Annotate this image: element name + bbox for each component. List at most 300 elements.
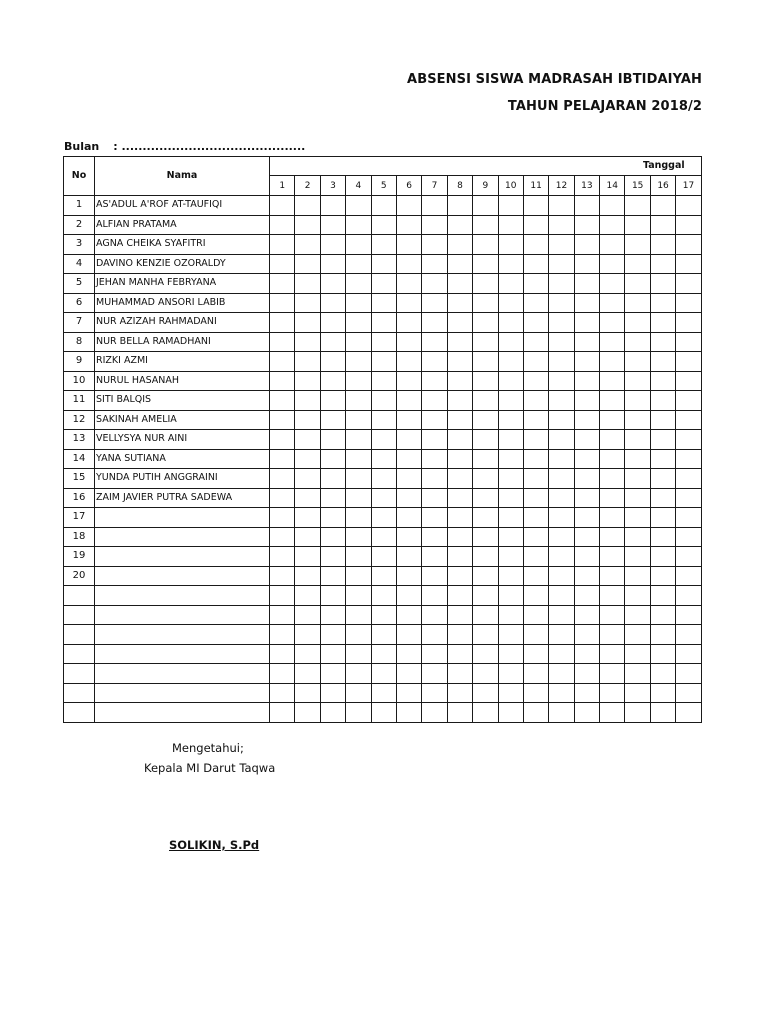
day-header-cell: 11 — [523, 176, 548, 196]
attendance-cell — [320, 293, 345, 313]
table-row — [64, 371, 702, 391]
attendance-cell — [371, 235, 396, 255]
attendance-cell — [600, 352, 625, 372]
attendance-cell — [270, 566, 295, 586]
student-name-cell — [95, 664, 270, 684]
attendance-cell — [498, 664, 523, 684]
attendance-cell — [549, 332, 574, 352]
attendance-cell — [574, 235, 599, 255]
attendance-cell — [650, 274, 675, 294]
attendance-cell — [650, 488, 675, 508]
attendance-cell — [447, 293, 472, 313]
attendance-cell — [295, 625, 320, 645]
attendance-cell — [523, 508, 548, 528]
attendance-cell — [523, 332, 548, 352]
attendance-cell — [295, 703, 320, 723]
document-subtitle: TAHUN PELAJARAN 2018/2 — [507, 99, 702, 114]
attendance-cell — [295, 586, 320, 606]
attendance-cell — [396, 293, 421, 313]
attendance-cell — [600, 254, 625, 274]
attendance-cell — [371, 566, 396, 586]
student-no-cell: 10 — [64, 371, 95, 391]
attendance-cell — [270, 196, 295, 216]
attendance-cell — [625, 410, 650, 430]
attendance-cell — [447, 449, 472, 469]
attendance-cell — [320, 566, 345, 586]
attendance-cell — [371, 527, 396, 547]
student-name-cell — [95, 644, 270, 664]
attendance-cell — [422, 508, 447, 528]
attendance-cell — [498, 703, 523, 723]
student-name-cell: SAKINAH AMELIA — [95, 410, 270, 430]
attendance-cell — [549, 488, 574, 508]
table-row — [64, 683, 702, 703]
attendance-cell — [676, 391, 701, 411]
attendance-cell — [523, 196, 548, 216]
attendance-cell — [625, 235, 650, 255]
attendance-cell — [498, 293, 523, 313]
attendance-cell — [422, 274, 447, 294]
attendance-cell — [600, 703, 625, 723]
day-header-cell: 7 — [422, 176, 447, 196]
attendance-cell — [600, 664, 625, 684]
attendance-cell — [447, 196, 472, 216]
attendance-cell — [295, 449, 320, 469]
attendance-cell — [447, 371, 472, 391]
student-name-cell: MUHAMMAD ANSORI LABIB — [95, 293, 270, 313]
attendance-cell — [320, 254, 345, 274]
day-header-cell: 13 — [574, 176, 599, 196]
table-row — [64, 527, 702, 547]
attendance-cell — [270, 508, 295, 528]
attendance-cell — [625, 274, 650, 294]
attendance-cell — [498, 215, 523, 235]
attendance-cell — [396, 215, 421, 235]
table-row — [64, 664, 702, 684]
attendance-cell — [676, 586, 701, 606]
attendance-cell — [320, 196, 345, 216]
attendance-cell — [447, 254, 472, 274]
attendance-cell — [600, 391, 625, 411]
attendance-table-body — [64, 157, 702, 723]
attendance-cell — [574, 547, 599, 567]
attendance-cell — [549, 566, 574, 586]
attendance-cell — [422, 293, 447, 313]
signature-position: Kepala MI Darut Taqwa — [144, 761, 276, 775]
table-row — [64, 488, 702, 508]
student-no-cell — [64, 644, 95, 664]
student-name-cell: NUR AZIZAH RAHMADANI — [95, 313, 270, 333]
attendance-cell — [498, 352, 523, 372]
day-header-cell: 3 — [320, 176, 345, 196]
student-name-cell: ALFIAN PRATAMA — [95, 215, 270, 235]
day-header-cell: 15 — [625, 176, 650, 196]
student-name-cell: AGNA CHEIKA SYAFITRI — [95, 235, 270, 255]
attendance-cell — [523, 547, 548, 567]
student-no-cell — [64, 586, 95, 606]
day-header-cell: 1 — [270, 176, 295, 196]
attendance-cell — [549, 391, 574, 411]
attendance-cell — [295, 293, 320, 313]
signature-acknowledged: Mengetahui; — [172, 741, 244, 755]
attendance-cell — [371, 332, 396, 352]
attendance-cell — [574, 644, 599, 664]
attendance-cell — [270, 215, 295, 235]
attendance-cell — [270, 313, 295, 333]
attendance-cell — [523, 313, 548, 333]
attendance-cell — [676, 410, 701, 430]
table-row — [64, 430, 702, 450]
attendance-cell — [396, 410, 421, 430]
attendance-cell — [625, 547, 650, 567]
student-no-cell: 13 — [64, 430, 95, 450]
student-no-cell — [64, 683, 95, 703]
attendance-cell — [422, 644, 447, 664]
attendance-cell — [549, 625, 574, 645]
day-header-cell: 6 — [396, 176, 421, 196]
day-header-cell: 5 — [371, 176, 396, 196]
attendance-cell — [346, 430, 371, 450]
attendance-cell — [396, 527, 421, 547]
attendance-cell — [523, 625, 548, 645]
attendance-cell — [523, 371, 548, 391]
table-row — [64, 605, 702, 625]
attendance-cell — [447, 313, 472, 333]
attendance-cell — [320, 235, 345, 255]
attendance-cell — [346, 508, 371, 528]
column-header-tanggal: Tanggal — [270, 157, 702, 176]
attendance-cell — [549, 508, 574, 528]
attendance-cell — [371, 449, 396, 469]
attendance-cell — [396, 371, 421, 391]
student-name-cell — [95, 703, 270, 723]
attendance-cell — [473, 391, 498, 411]
table-row — [64, 293, 702, 313]
attendance-cell — [600, 332, 625, 352]
attendance-cell — [447, 274, 472, 294]
attendance-cell — [676, 625, 701, 645]
header-row-top — [64, 157, 702, 176]
attendance-cell — [676, 488, 701, 508]
attendance-cell — [371, 508, 396, 528]
day-header-cell: 8 — [447, 176, 472, 196]
student-no-cell: 7 — [64, 313, 95, 333]
attendance-cell — [549, 605, 574, 625]
attendance-cell — [625, 469, 650, 489]
day-header-cell: 9 — [473, 176, 498, 196]
attendance-cell — [371, 644, 396, 664]
attendance-cell — [574, 293, 599, 313]
attendance-cell — [396, 664, 421, 684]
attendance-cell — [625, 313, 650, 333]
attendance-cell — [396, 196, 421, 216]
attendance-cell — [396, 488, 421, 508]
attendance-cell — [600, 469, 625, 489]
attendance-cell — [422, 391, 447, 411]
attendance-cell — [549, 683, 574, 703]
attendance-cell — [600, 274, 625, 294]
attendance-cell — [676, 352, 701, 372]
attendance-cell — [523, 527, 548, 547]
attendance-cell — [676, 664, 701, 684]
attendance-cell — [574, 391, 599, 411]
student-no-cell: 9 — [64, 352, 95, 372]
attendance-cell — [396, 449, 421, 469]
attendance-cell — [650, 371, 675, 391]
attendance-cell — [549, 469, 574, 489]
attendance-cell — [498, 196, 523, 216]
attendance-cell — [346, 605, 371, 625]
attendance-cell — [295, 469, 320, 489]
student-no-cell: 2 — [64, 215, 95, 235]
attendance-cell — [625, 683, 650, 703]
attendance-cell — [574, 430, 599, 450]
document-title: ABSENSI SISWA MADRASAH IBTIDAIYAH — [407, 72, 702, 87]
attendance-cell — [498, 488, 523, 508]
attendance-cell — [396, 625, 421, 645]
attendance-cell — [523, 293, 548, 313]
attendance-cell — [498, 235, 523, 255]
student-name-cell — [95, 625, 270, 645]
table-row — [64, 566, 702, 586]
attendance-cell — [422, 313, 447, 333]
attendance-cell — [600, 313, 625, 333]
attendance-cell — [422, 235, 447, 255]
attendance-cell — [270, 293, 295, 313]
attendance-cell — [625, 293, 650, 313]
attendance-cell — [473, 430, 498, 450]
attendance-cell — [422, 352, 447, 372]
attendance-cell — [295, 352, 320, 372]
attendance-cell — [422, 196, 447, 216]
attendance-cell — [600, 527, 625, 547]
attendance-cell — [371, 196, 396, 216]
attendance-cell — [574, 449, 599, 469]
attendance-cell — [498, 508, 523, 528]
attendance-cell — [473, 547, 498, 567]
student-name-cell: YANA SUTIANA — [95, 449, 270, 469]
attendance-cell — [676, 196, 701, 216]
attendance-cell — [346, 196, 371, 216]
student-no-cell: 11 — [64, 391, 95, 411]
attendance-cell — [320, 488, 345, 508]
attendance-cell — [422, 215, 447, 235]
student-name-cell — [95, 547, 270, 567]
attendance-cell — [650, 547, 675, 567]
attendance-cell — [346, 703, 371, 723]
attendance-cell — [676, 683, 701, 703]
attendance-cell — [270, 449, 295, 469]
attendance-cell — [371, 547, 396, 567]
attendance-cell — [447, 683, 472, 703]
attendance-cell — [650, 586, 675, 606]
attendance-cell — [270, 332, 295, 352]
student-name-cell — [95, 586, 270, 606]
attendance-cell — [422, 488, 447, 508]
attendance-cell — [422, 625, 447, 645]
attendance-cell — [549, 410, 574, 430]
attendance-cell — [346, 293, 371, 313]
attendance-cell — [473, 664, 498, 684]
attendance-cell — [320, 508, 345, 528]
attendance-cell — [295, 313, 320, 333]
column-header-nama: Nama — [95, 157, 270, 196]
attendance-cell — [396, 683, 421, 703]
attendance-cell — [371, 430, 396, 450]
attendance-cell — [498, 254, 523, 274]
attendance-cell — [523, 449, 548, 469]
attendance-cell — [549, 313, 574, 333]
attendance-table — [63, 156, 702, 723]
student-no-cell: 20 — [64, 566, 95, 586]
attendance-cell — [447, 605, 472, 625]
table-row — [64, 644, 702, 664]
attendance-cell — [270, 683, 295, 703]
attendance-cell — [295, 235, 320, 255]
attendance-cell — [574, 586, 599, 606]
attendance-cell — [574, 332, 599, 352]
attendance-cell — [422, 586, 447, 606]
attendance-cell — [295, 430, 320, 450]
attendance-cell — [549, 293, 574, 313]
attendance-cell — [498, 371, 523, 391]
attendance-cell — [625, 605, 650, 625]
day-header-cell: 14 — [600, 176, 625, 196]
attendance-cell — [346, 547, 371, 567]
attendance-cell — [625, 508, 650, 528]
bulan-value: : ............................................ — [113, 140, 306, 153]
attendance-cell — [473, 313, 498, 333]
attendance-cell — [600, 235, 625, 255]
attendance-cell — [498, 605, 523, 625]
attendance-cell — [320, 683, 345, 703]
attendance-cell — [270, 352, 295, 372]
attendance-cell — [600, 605, 625, 625]
attendance-cell — [371, 352, 396, 372]
attendance-cell — [295, 683, 320, 703]
attendance-cell — [396, 508, 421, 528]
student-name-cell — [95, 683, 270, 703]
attendance-cell — [396, 703, 421, 723]
attendance-cell — [625, 488, 650, 508]
attendance-cell — [371, 469, 396, 489]
attendance-cell — [371, 683, 396, 703]
attendance-cell — [650, 215, 675, 235]
attendance-cell — [396, 254, 421, 274]
attendance-cell — [447, 332, 472, 352]
attendance-cell — [473, 196, 498, 216]
attendance-cell — [295, 410, 320, 430]
attendance-cell — [498, 391, 523, 411]
attendance-cell — [320, 332, 345, 352]
student-name-cell: NURUL HASANAH — [95, 371, 270, 391]
student-no-cell — [64, 703, 95, 723]
attendance-cell — [346, 352, 371, 372]
attendance-cell — [371, 410, 396, 430]
attendance-cell — [346, 313, 371, 333]
attendance-cell — [422, 703, 447, 723]
attendance-cell — [320, 527, 345, 547]
attendance-cell — [447, 644, 472, 664]
attendance-cell — [422, 332, 447, 352]
student-name-cell: RIZKI AZMI — [95, 352, 270, 372]
attendance-cell — [346, 566, 371, 586]
attendance-cell — [473, 527, 498, 547]
attendance-cell — [447, 703, 472, 723]
attendance-cell — [346, 254, 371, 274]
attendance-cell — [625, 644, 650, 664]
column-header-no: No — [64, 157, 95, 196]
attendance-cell — [498, 332, 523, 352]
attendance-cell — [270, 547, 295, 567]
attendance-cell — [473, 703, 498, 723]
attendance-cell — [600, 644, 625, 664]
attendance-cell — [473, 683, 498, 703]
attendance-cell — [498, 625, 523, 645]
attendance-cell — [473, 352, 498, 372]
attendance-cell — [600, 430, 625, 450]
student-no-cell: 8 — [64, 332, 95, 352]
attendance-cell — [549, 703, 574, 723]
attendance-cell — [447, 508, 472, 528]
attendance-cell — [270, 703, 295, 723]
attendance-cell — [625, 196, 650, 216]
attendance-cell — [473, 293, 498, 313]
attendance-cell — [270, 391, 295, 411]
attendance-cell — [295, 215, 320, 235]
attendance-cell — [270, 371, 295, 391]
signature-name: SOLIKIN, S.Pd — [169, 838, 260, 852]
bulan-field — [64, 140, 305, 153]
attendance-cell — [473, 449, 498, 469]
attendance-cell — [676, 644, 701, 664]
attendance-cell — [346, 449, 371, 469]
attendance-cell — [422, 449, 447, 469]
attendance-cell — [447, 527, 472, 547]
attendance-cell — [676, 605, 701, 625]
attendance-cell — [600, 547, 625, 567]
attendance-cell — [320, 449, 345, 469]
student-no-cell: 19 — [64, 547, 95, 567]
attendance-cell — [523, 605, 548, 625]
attendance-cell — [320, 274, 345, 294]
attendance-cell — [320, 391, 345, 411]
attendance-cell — [447, 215, 472, 235]
attendance-cell — [270, 644, 295, 664]
attendance-cell — [523, 664, 548, 684]
attendance-cell — [473, 371, 498, 391]
student-no-cell: 3 — [64, 235, 95, 255]
attendance-cell — [523, 215, 548, 235]
attendance-cell — [320, 703, 345, 723]
attendance-cell — [600, 215, 625, 235]
student-no-cell: 5 — [64, 274, 95, 294]
table-row — [64, 196, 702, 216]
attendance-cell — [320, 644, 345, 664]
attendance-cell — [625, 566, 650, 586]
attendance-cell — [422, 683, 447, 703]
attendance-cell — [549, 527, 574, 547]
attendance-cell — [473, 508, 498, 528]
attendance-cell — [574, 683, 599, 703]
attendance-cell — [422, 605, 447, 625]
attendance-cell — [549, 430, 574, 450]
attendance-cell — [574, 196, 599, 216]
attendance-cell — [600, 196, 625, 216]
table-row — [64, 254, 702, 274]
table-row — [64, 586, 702, 606]
attendance-cell — [371, 391, 396, 411]
